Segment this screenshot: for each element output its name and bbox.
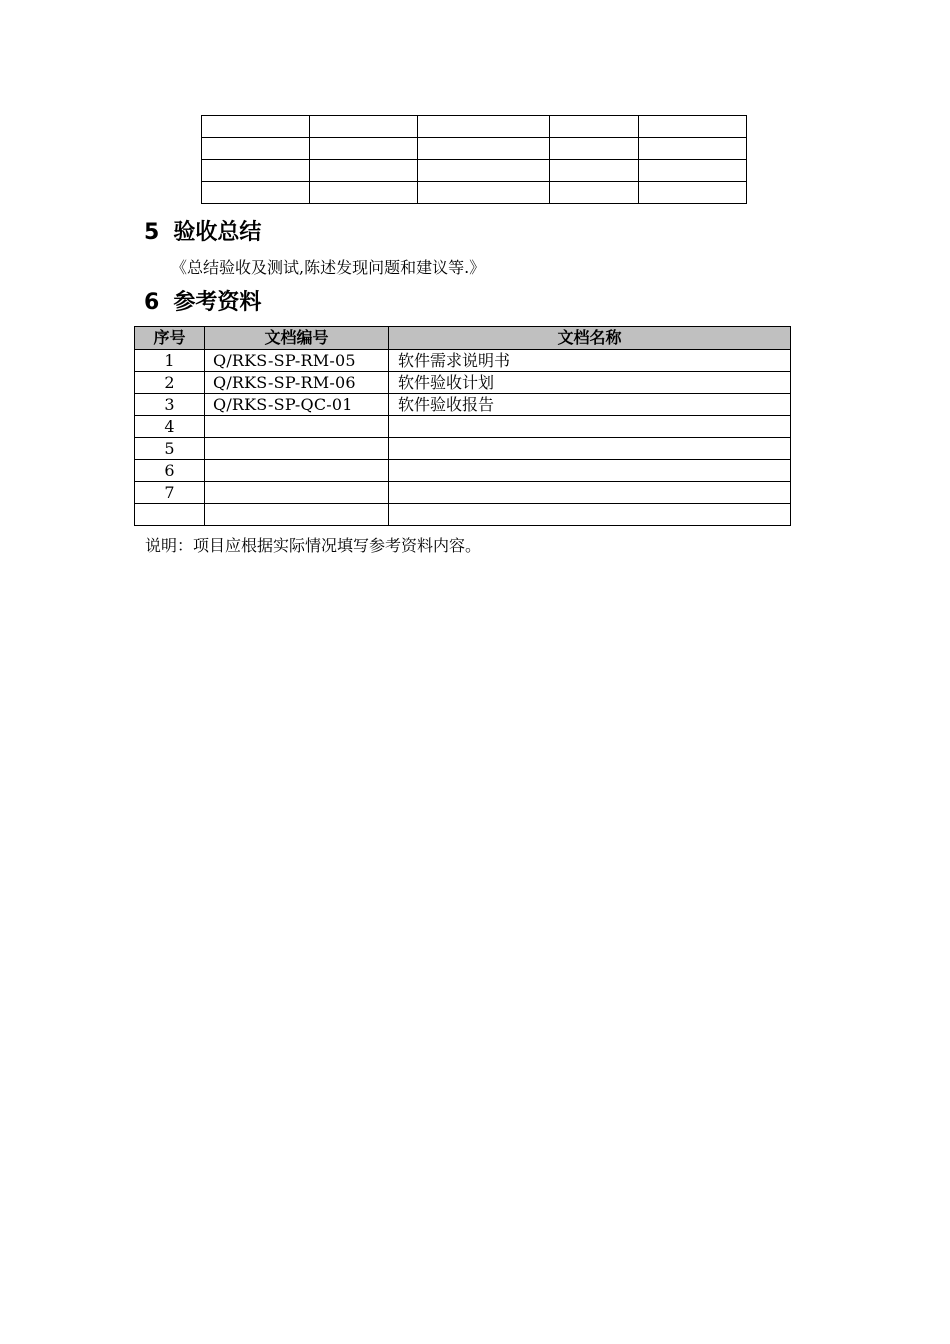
table-row bbox=[135, 504, 791, 526]
table-cell bbox=[418, 138, 550, 160]
cell-no: 7 bbox=[135, 482, 205, 504]
table-row bbox=[202, 182, 747, 204]
table-row bbox=[135, 438, 791, 460]
cell-name: 软件验收计划 bbox=[389, 372, 791, 394]
cell-code bbox=[205, 482, 389, 504]
cell-no bbox=[135, 504, 205, 526]
references-table bbox=[134, 326, 791, 526]
section-5-heading bbox=[144, 220, 261, 246]
table-cell bbox=[310, 116, 418, 138]
cell-no: 6 bbox=[135, 460, 205, 482]
section-5-paragraph: 《总结验收及测试,陈述发现问题和建议等.》 bbox=[171, 258, 486, 277]
cell-code: Q/RKS-SP-QC-01 bbox=[205, 394, 389, 416]
table-row bbox=[135, 416, 791, 438]
cell-name bbox=[389, 482, 791, 504]
table-cell bbox=[639, 182, 747, 204]
cell-code bbox=[205, 416, 389, 438]
cell-name bbox=[389, 416, 791, 438]
cell-code: Q/RKS-SP-RM-05 bbox=[205, 350, 389, 372]
section-title: 验收总结 bbox=[173, 220, 262, 245]
cell-name bbox=[389, 460, 791, 482]
cell-no: 4 bbox=[135, 416, 205, 438]
cell-code bbox=[205, 438, 389, 460]
section-title: 参考资料 bbox=[173, 290, 262, 315]
cell-name bbox=[389, 504, 791, 526]
table-cell bbox=[310, 160, 418, 182]
table-cell bbox=[550, 116, 639, 138]
table-cell bbox=[202, 160, 310, 182]
section-number: 6 bbox=[144, 290, 160, 315]
cell-no: 5 bbox=[135, 438, 205, 460]
table-cell bbox=[202, 116, 310, 138]
table-row bbox=[135, 394, 791, 416]
column-header-no: 序号 bbox=[135, 327, 205, 350]
table-cell bbox=[639, 160, 747, 182]
cell-code bbox=[205, 460, 389, 482]
table-row bbox=[202, 116, 747, 138]
table-cell bbox=[550, 160, 639, 182]
cell-name: 软件验收报告 bbox=[389, 394, 791, 416]
section-6-heading bbox=[144, 290, 261, 316]
table-cell bbox=[310, 138, 418, 160]
section-number: 5 bbox=[144, 220, 160, 245]
table-cell bbox=[550, 138, 639, 160]
references-note: 说明：项目应根据实际情况填写参考资料内容。 bbox=[145, 536, 482, 555]
table-row bbox=[202, 160, 747, 182]
column-header-code: 文档编号 bbox=[205, 327, 389, 350]
table-cell bbox=[418, 116, 550, 138]
cell-code: Q/RKS-SP-RM-06 bbox=[205, 372, 389, 394]
previous-table bbox=[201, 115, 747, 204]
cell-code bbox=[205, 504, 389, 526]
table-cell bbox=[418, 182, 550, 204]
table-row bbox=[135, 372, 791, 394]
table-cell bbox=[202, 138, 310, 160]
table-row bbox=[135, 460, 791, 482]
table-cell bbox=[639, 138, 747, 160]
column-header-name: 文档名称 bbox=[389, 327, 791, 350]
cell-no: 3 bbox=[135, 394, 205, 416]
table-cell bbox=[202, 182, 310, 204]
table-cell bbox=[418, 160, 550, 182]
table-row bbox=[135, 482, 791, 504]
table-cell bbox=[310, 182, 418, 204]
cell-name bbox=[389, 438, 791, 460]
table-row bbox=[202, 138, 747, 160]
table-cell bbox=[550, 182, 639, 204]
table-cell bbox=[639, 116, 747, 138]
table-row bbox=[135, 350, 791, 372]
table-header-row bbox=[135, 327, 791, 350]
cell-no: 2 bbox=[135, 372, 205, 394]
cell-name: 软件需求说明书 bbox=[389, 350, 791, 372]
cell-no: 1 bbox=[135, 350, 205, 372]
